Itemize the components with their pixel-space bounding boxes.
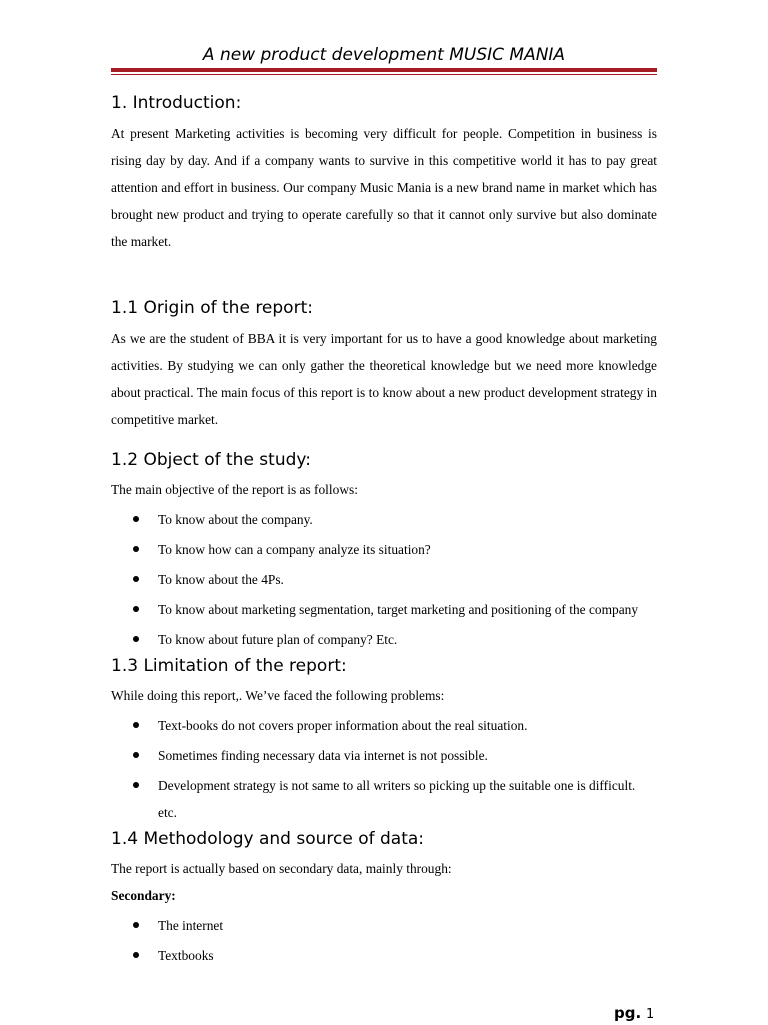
page-number: [614, 1003, 654, 1025]
section-methodology: [111, 826, 657, 969]
section-introduction: [111, 90, 657, 255]
list-item: Development strategy is not same to all writers so picking up the suitable one is difficult. etc.: [111, 772, 657, 826]
list-item: The internet: [111, 912, 657, 939]
list-item: To know about future plan of company? Etc.: [111, 626, 657, 653]
list-item: To know about the 4Ps.: [111, 566, 657, 593]
paragraph: While doing this report,. We’ve faced the following problems:: [111, 688, 445, 703]
page-number-value: 1: [645, 1007, 655, 1022]
list-item: Text-books do not covers proper information about the real situation.: [111, 712, 657, 739]
list-item: To know how can a company analyze its situation?: [111, 536, 657, 563]
list-item: Sometimes finding necessary data via internet is not possible.: [111, 742, 657, 769]
section-object: [111, 447, 657, 653]
paragraph: The report is actually based on secondary data, mainly through:: [111, 861, 452, 876]
document-body: [111, 90, 657, 969]
section-limitation: [111, 653, 657, 826]
paragraph: The main objective of the report is as follows:: [111, 482, 358, 497]
objective-list: [111, 506, 657, 653]
header-rule-thick: [111, 68, 657, 72]
page-label: pg.: [614, 1004, 642, 1022]
list-item: To know about the company.: [111, 506, 657, 533]
section-heading: 1.4 Methodology and source of data:: [111, 829, 425, 849]
header-rule-thin: [111, 74, 657, 75]
paragraph: As we are the student of BBA it is very important for us to have a good knowledge about marketing activities. By studying we can only gather the theoretical knowledge but we need more knowledge about practical. The main focus of this report is to know about a new product development strategy in competitive market.: [111, 331, 657, 427]
list-item: Textbooks: [111, 942, 657, 969]
section-heading: 1. Introduction:: [111, 93, 242, 113]
section-heading: 1.3 Limitation of the report:: [111, 656, 347, 676]
header-title: A new product development MUSIC MANIA: [202, 45, 566, 65]
section-origin: [111, 295, 657, 433]
subheading: Secondary:: [111, 888, 176, 903]
section-heading: 1.1 Origin of the report:: [111, 298, 313, 318]
limitation-list: [111, 712, 657, 826]
section-heading: 1.2 Object of the study:: [111, 450, 311, 470]
paragraph: At present Marketing activities is becoming very difficult for people. Competition in business is rising day by day. And if a company wants to survive in this competitive world it has to pay great attention and effort in business. Our company Music Mania is a new brand name in market which has brought new product and trying to operate carefully so that it cannot only survive but also dominate the market.: [111, 126, 657, 249]
list-item: To know about marketing segmentation, target marketing and positioning of the company: [111, 596, 657, 623]
source-list: [111, 912, 657, 969]
